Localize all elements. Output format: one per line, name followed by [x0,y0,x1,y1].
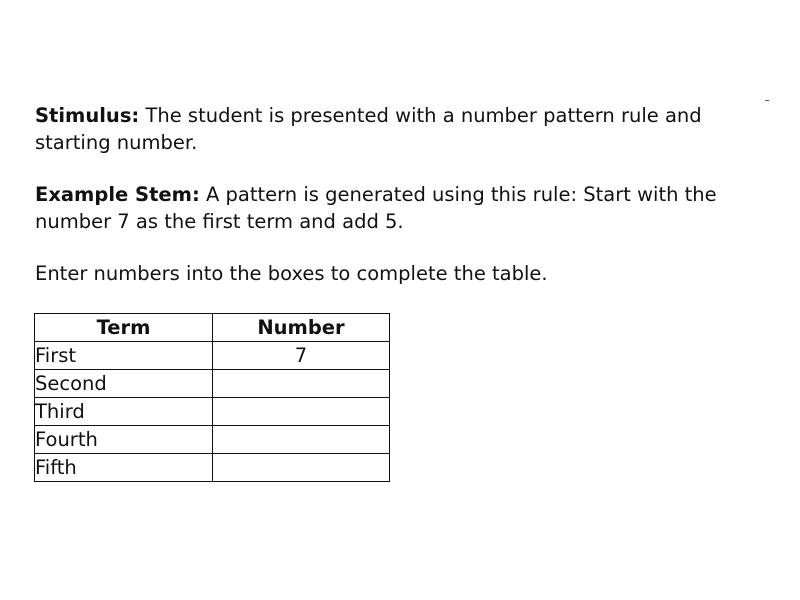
pattern-table [34,313,390,482]
term-cell: Third [35,398,213,426]
table-row [35,370,390,398]
table-row [35,426,390,454]
stimulus-paragraph [35,102,775,156]
stimulus-label: Stimulus: [35,104,140,127]
term-cell: Fourth [35,426,213,454]
table-row [35,342,390,370]
number-answer-box[interactable] [213,398,390,426]
example-stem-text: A pattern is generated using this rule: Start with the number 7 as the first term and add 5. [35,183,717,233]
example-stem-paragraph [35,181,775,235]
example-stem-label: Example Stem: [35,183,200,206]
instruction-text: Enter numbers into the boxes to complete the table. [35,262,548,285]
header-number: Number [213,314,390,342]
term-cell: First [35,342,213,370]
table-row [35,454,390,482]
term-cell: Fifth [35,454,213,482]
header-term: Term [35,314,213,342]
number-answer-box[interactable] [213,454,390,482]
table-header-row [35,314,390,342]
number-answer-box[interactable] [213,426,390,454]
number-cell: 7 [213,342,390,370]
stimulus-text: The student is presented with a number pattern rule and starting number. [35,104,702,154]
term-cell: Second [35,370,213,398]
table-row [35,398,390,426]
corner-mark [765,100,769,101]
number-answer-box[interactable] [213,370,390,398]
